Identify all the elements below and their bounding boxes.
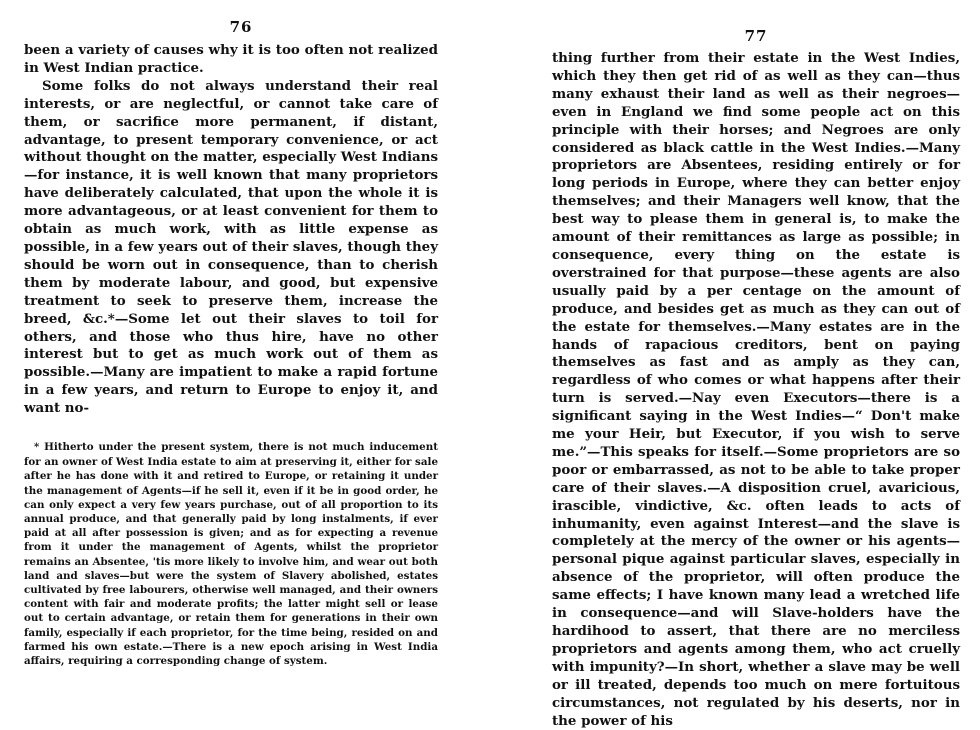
right-page-number: 77 [744, 27, 768, 45]
footnote [24, 440, 438, 668]
left-page [0, 0, 460, 714]
left-page-number: 76 [229, 18, 253, 36]
right-page-body [552, 50, 960, 730]
left-paragraph-2: Some folks do not always understand their real interests, or are neglectful, or cannot take care of them, or sacrifice more permanent, if distant, advantage, to present temporary convenience, or act without thought on the matter, especially West Indians—for instance, it is well known that many proprietors have deliberately calculated, that upon the whole it is more advantageous, or at least convenient for them to obtain as much work, with as little expense as possible, in a few years out of their slaves, though they should be worn out in consequence, than to cherish them by moderate labour, and good, but expensive treatment to seek to preserve them, increase the breed, &c.*—Some let out their slaves to toil for others, and those who thus hire, have no other interest but to get as much work out of them as possible.—Many are impatient to make a rapid fortune in a few years, and return to Europe to enjoy it, and want no- [24, 77, 438, 417]
right-paragraph-1: thing further from their estate in the West Indies, which they then get rid of as well as they can—thus many exhaust their land as well as their negroes—even in England we find some people act on this principle with their horses; and Negroes are only considered as black cattle in the West Indies.—Many proprietors are Absentees, residing entirely or for long periods in Europe, where they can better enjoy themselves; and their Managers well know, that the best way to please them in general is, to make the amount of their remittances as large as possible; in consequence, every thing on the estate is overstrained for that purpose—these agents are also usually paid by a per centage on the amount of produce, and besides get as much as they can out of the estate for themselves.—Many estates are in the hands of rapacious creditors, bent on paying themselves as fast and as amply as they can, regardless of who comes or what happens after their turn is served.—Nay even Executors—there is a significant saying in the West Indies—“ Don't make me your Heir, but Executor, if you wish to serve me.”—This speaks for itself.—Some proprietors are so poor or embarrassed, as not to be able to take proper care of their slaves.—A disposition cruel, avaricious, irascible, vindictive, &c. often leads to acts of inhumanity, even against Interest—and the slave is completely at the mercy of the owner or his agents—personal pique against particular slaves, especially in absence of the proprietor, will often produce the same effects; I have known many lead a wretched life in consequence—and will Slave-holders have the hardihood to assert, that there are no merciless proprietors and agents among them, who act cruelly with impunity?—In short, whether a slave may be well or ill treated, depends too much on mere fortuitous circumstances, not regulated by his deserts, nor in the power of his [552, 50, 960, 729]
right-page [540, 0, 980, 729]
footnote-mark: * [34, 442, 40, 454]
left-page-body [24, 42, 438, 418]
footnote-text: Hitherto under the present system, there is not much inducement for an owner of West India estate to aim at preserving it, either for sale after he has done with it and retired to Europe, or retaining it under the management of Agents—if he sell it, even if it be in good order, he can only expect a very few years purchase, out of all proportion to its annual produce, and that generally paid by long instalments, if ever paid at all after possession is given; and as for expecting a revenue from it under the management of Agents, whilst the proprietor remains an Absentee, 'tis more likely to involve him, and wear out both land and slaves—but were the system of Slavery abolished, estates cultivated by free labourers, otherwise well managed, and their owners content with fair and moderate profits; the latter might sell or lease out to certain advantage, or retain them for generations in their own family, especially if each proprietor, for the time being, resided on and farmed his own estate.—There is a new epoch arising in West India affairs, requiring a corresponding change of system. [24, 441, 438, 668]
left-paragraph-1: been a variety of causes why it is too often not realized in West Indian practice. [24, 42, 438, 76]
